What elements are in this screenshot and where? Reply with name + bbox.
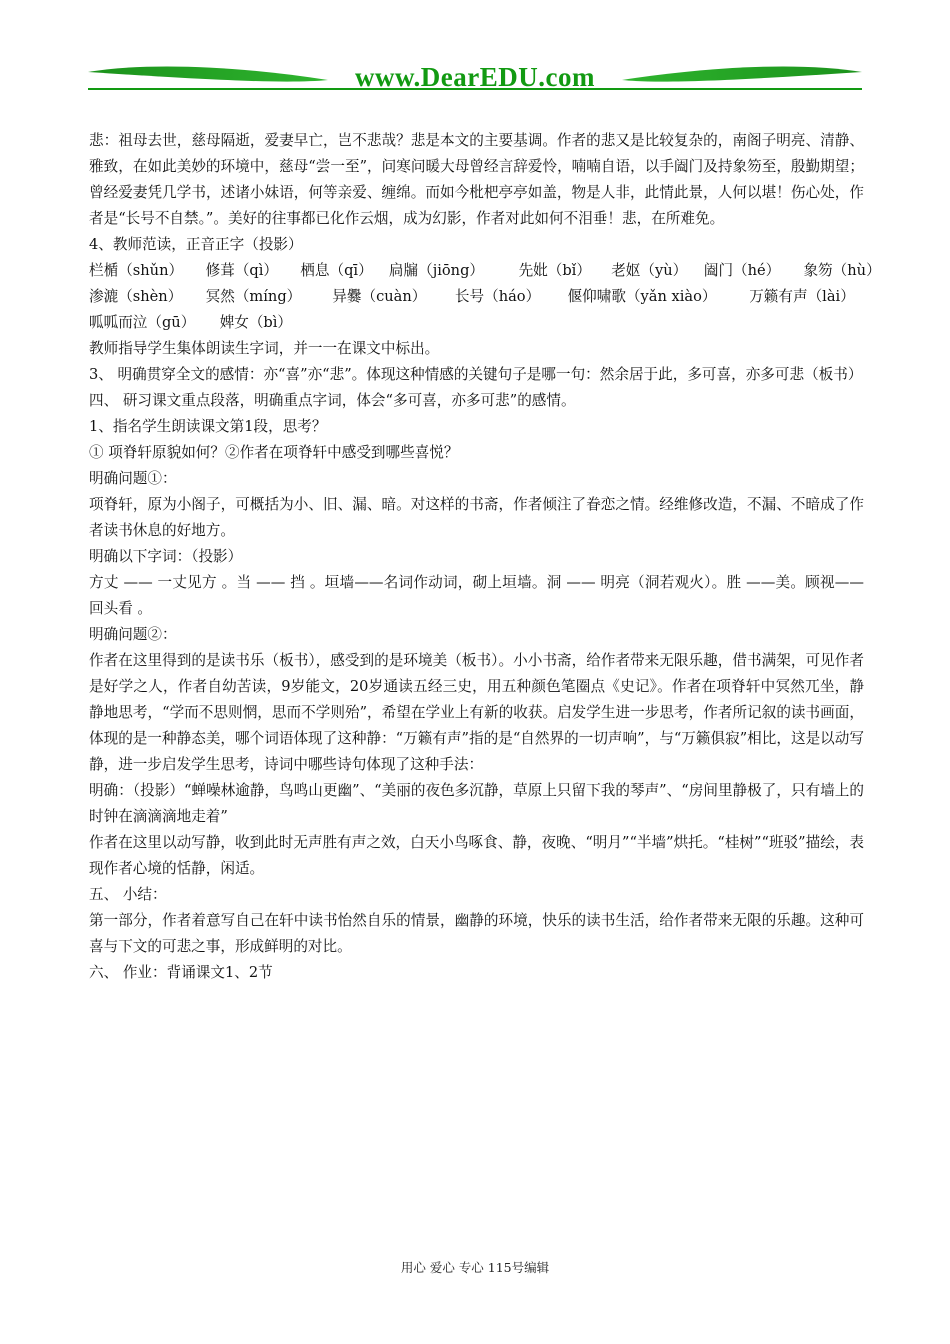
pinyin-item: 修葺（qì） — [205, 262, 279, 279]
pinyin-item: 呱呱而泣（gū） — [89, 314, 196, 331]
paragraph-sorrow: 悲：祖母去世，慈母隔逝，爱妻早亡，岂不悲哉？悲是本文的主要基调。作者的悲又是比较复杂的，南阁子明亮、清静、雅致，在如此美妙的环境中，慈母“尝一至”，问寒问暖大母曾经言辞爱怜，喃喃自语，以手阖门及持象笏至，殷勤期望；曾经爱妻凭几学书，述诸小妹语，何等亲爱、缠绵。而如今枇杷亭亭如盖，物是人非，此情此景，人何以堪！伤心处，作者是“长号不自禁。”。美好的往事都已化作云烟，成为幻影，作者对此如何不泪垂！悲，在所难免。 — [89, 132, 864, 227]
paragraph-examples: 明确：（投影）“蝉噪林逾静，鸟鸣山更幽”、“美丽的夜色多沉静，草原上只留下我的琴声”、“房间里静极了，只有墙上的时钟在滴滴滴地走着” — [89, 782, 864, 825]
paragraph-answer-1-heading: 明确问题①： — [89, 470, 177, 487]
pinyin-item: 象笏（hù） — [803, 262, 881, 279]
pinyin-row-3 — [89, 310, 864, 336]
page-footer: 用心 爱心 专心 115号编辑 — [400, 1260, 550, 1275]
paragraph-step-1: 1、指名学生朗读课文第1段，思考？ — [89, 418, 327, 435]
paragraph-step-4: 4、教师范读，正音正字（投影） — [89, 236, 303, 253]
pinyin-item: 栖息（qī） — [300, 262, 373, 279]
pinyin-item: 婢女（bì） — [219, 314, 293, 331]
paragraph-answer-2-heading: 明确问题②： — [89, 626, 177, 643]
pinyin-item: 长号（háo） — [454, 288, 541, 305]
paragraph-read-aloud: 教师指导学生集体朗读生字词，并一一在课文中标出。 — [89, 340, 440, 357]
pinyin-item: 异爨（cuàn） — [332, 288, 427, 305]
section-heading-4: 四、 研习课文重点段落，明确重点字词，体会“多可喜，亦多可悲”的感情。 — [89, 392, 576, 409]
paragraph-vocab-heading: 明确以下字词：（投影） — [89, 548, 243, 565]
pinyin-item: 万籁有声（lài） — [749, 288, 855, 305]
paragraph-vocab: 方丈 —— 一丈见方 。当 —— 挡 。垣墙——名词作动词，砌上垣墙。洞 —— 明亮（洞若观火）。胜 ——美。顾视——回头看 。 — [89, 574, 864, 617]
paragraph-answer-2: 作者在这里得到的是读书乐（板书），感受到的是环境美（板书）。小小书斋，给作者带来无限乐趣，借书满架，可见作者是好学之人，作者自幼苦读，9岁能文，20岁通读五经三史，用五种颜色笔圈点《史记》。作者在项脊轩中冥然兀坐，静静地思考，“学而不思则惘，思而不学则殆”，希望在学业上有新的收获。启发学生进一步思考，作者所记叙的读书画面，体现的是一种静态美，哪个词语体现了这种静：“万籁有声”指的是“自然界的一切声响”，与“万籁俱寂”相比，这是以动写静，进一步启发学生思考，诗词中哪些诗句体现了这种手法： — [89, 652, 864, 773]
pinyin-item: 渗漉（shèn） — [89, 288, 183, 305]
pinyin-row-1 — [89, 258, 881, 284]
document-body — [89, 128, 881, 986]
pinyin-item: 阖门（hé） — [703, 262, 781, 279]
pinyin-item: 老妪（yù） — [611, 262, 688, 279]
pinyin-item: 冥然（míng） — [205, 288, 302, 305]
section-heading-6: 六、 作业：背诵课文1、2节 — [89, 964, 273, 981]
pinyin-row-2 — [89, 284, 864, 310]
pinyin-item: 扃牖（jiōng） — [388, 262, 485, 279]
paragraph-questions: ① 项脊轩原貌如何？②作者在项脊轩中感受到哪些喜悦？ — [89, 444, 459, 461]
pinyin-item: 栏楯（shǔn） — [89, 262, 184, 279]
paragraph-step-3: 3、 明确贯穿全文的感情：亦“喜”亦“悲”。体现这种情感的关键句子是哪一句：然余居于此，多可喜，亦多可悲（板书） — [89, 366, 863, 383]
paragraph-contrast: 作者在这里以动写静，收到此时无声胜有声之效，白天小鸟啄食、静，夜晚、“明月”“半墙”烘托。“桂树”“班驳”描绘，表现作者心境的恬静，闲适。 — [89, 834, 864, 877]
paragraph-answer-1: 项脊轩，原为小阁子，可概括为小、旧、漏、暗。对这样的书斋，作者倾注了眷恋之情。经维修改造，不漏、不暗成了作者读书休息的好地方。 — [89, 496, 864, 539]
pinyin-item: 先妣（bǐ） — [518, 262, 591, 279]
pinyin-item: 偃仰啸歌（yǎn xiào） — [567, 288, 717, 305]
section-heading-5: 五、 小结： — [89, 886, 167, 903]
paragraph-summary: 第一部分，作者着意写自己在轩中读书怡然自乐的情景，幽静的环境，快乐的读书生活，给作者带来无限的乐趣。这种可喜与下文的可悲之事，形成鲜明的对比。 — [89, 912, 864, 955]
site-logo: www.DearEDU.com — [355, 62, 595, 92]
header-banner — [88, 60, 862, 100]
